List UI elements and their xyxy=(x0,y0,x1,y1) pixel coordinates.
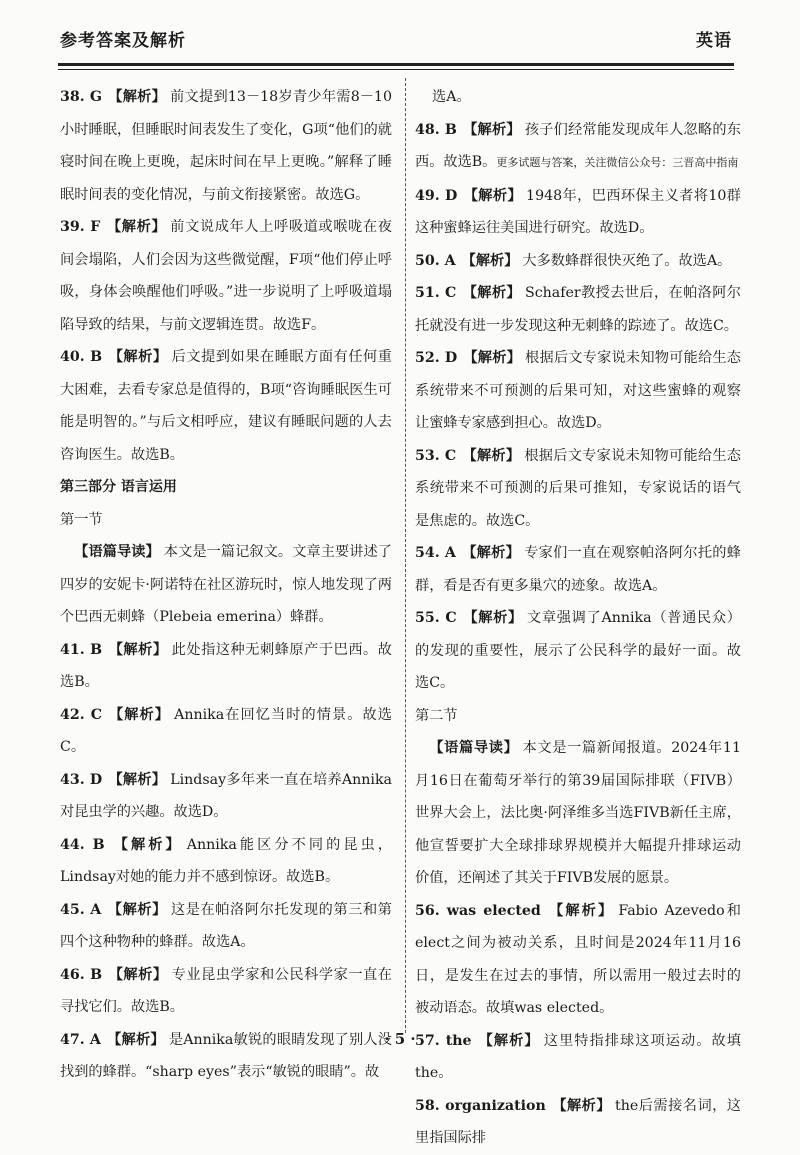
answer-entry-44 xyxy=(60,829,392,894)
header-subject: 英语 xyxy=(696,31,732,51)
answer-entry-51 xyxy=(415,277,741,342)
answer-number: 56. was elected xyxy=(415,902,541,919)
section-title: 第三部分 语言运用 xyxy=(60,479,177,495)
answer-number: 44. B xyxy=(60,836,105,853)
answer-number: 46. B xyxy=(60,966,103,983)
analysis-text: 这是在帕洛阿尔托发现的第三和第四个这种物种的蜂群。故选A。 xyxy=(60,901,392,950)
answer-entry-45 xyxy=(60,894,392,959)
analysis-text: 是Annika敏锐的眼睛发现了别人没找到的蜂群。“sharp eyes”表示“敏锐的眼睛”。故 xyxy=(60,1031,392,1080)
answer-entry-56 xyxy=(415,895,741,1025)
analysis-tag: 【解析】 xyxy=(462,121,521,138)
analysis-text: Annika能区分不同的昆虫，Lindsay对她的能力并不感到惊讶。故选B。 xyxy=(60,836,392,885)
analysis-tag: 【解析】 xyxy=(546,902,615,919)
guide-tag: 【语篇导读】 xyxy=(429,740,519,756)
promo-note: 更多试题与答案，关注微信公众号：三晋高中指南 xyxy=(496,156,739,169)
analysis-tag: 【解析】 xyxy=(108,349,168,365)
header-title: 参考答案及解析 xyxy=(60,31,186,51)
answer-number: 58. organization xyxy=(415,1097,546,1114)
answer-number: 42. C xyxy=(60,706,102,723)
analysis-text: 1948年，巴西环保主义者将10群这种蜜蜂运往美国进行研究。故选D。 xyxy=(415,187,741,236)
analysis-text: 前文提到13－18岁青少年需8－10小时睡眠，但睡眠时间表发生了变化，G项“他们的就寝时间在晚上更晚，起床时间在早上更晚。”解释了睡眠时间表的变化情况，与前文衔接紧密。故选G。 xyxy=(60,89,392,203)
answer-entry-55 xyxy=(415,602,741,700)
analysis-tag: 【解析】 xyxy=(108,641,168,658)
answer-entry xyxy=(415,114,741,180)
answer-entry-42 xyxy=(60,699,392,764)
answer-number: 49. D xyxy=(415,187,458,204)
analysis-tag: 【解析】 xyxy=(108,771,167,788)
reading-guide xyxy=(415,732,741,895)
answer-number: 54. A xyxy=(415,545,456,561)
answer-number: 47. A xyxy=(60,1031,101,1048)
answer-number: 43. D xyxy=(60,771,103,788)
answer-entry-49 xyxy=(415,180,741,245)
answer-entry-58 xyxy=(415,1090,741,1155)
analysis-tag: 【解析】 xyxy=(461,252,519,269)
analysis-text: 根据后文专家说未知物可能给生态系统带来不可预测的后果可推知，专家说话的语气是焦虑的。故选C。 xyxy=(415,447,741,529)
analysis-text: the后需接名词，这里指国际排 xyxy=(415,1097,741,1146)
analysis-text: 前文说成年人上呼吸道或喉咙在夜间会塌陷，人们会因为这些微觉醒，F项“他们停止呼吸，身体会唤醒他们呼吸。”进一步说明了上呼吸道塌陷导致的结果，与前文逻辑连贯。故选F。 xyxy=(60,219,392,333)
analysis-tag: 【解析】 xyxy=(106,1031,165,1048)
answer-entry-54 xyxy=(415,537,741,602)
answer-number: 38. G xyxy=(60,89,103,105)
analysis-tag: 【解析】 xyxy=(106,219,167,235)
answer-number: 52. D xyxy=(415,350,458,366)
analysis-tag: 【解析】 xyxy=(461,545,521,561)
analysis-tag: 【解析】 xyxy=(463,350,522,366)
analysis-tag: 【解析】 xyxy=(108,89,167,105)
analysis-text: 根据后文专家说未知物可能给生态系统带来不可预测的后果可知，对这些蜜蜂的观察让蜜蜂专家感到担心。故选D。 xyxy=(415,350,741,431)
answer-number: 48. B xyxy=(415,121,457,138)
answer-number: 50. A xyxy=(415,252,456,269)
analysis-text: 文章强调了Annika（普通民众）的发现的重要性，展示了公民科学的最好一面。故选C。 xyxy=(415,610,741,691)
answer-entry-53 xyxy=(415,440,741,538)
left-column xyxy=(60,81,392,1089)
analysis-text: Lindsay多年来一直在培养Annika对昆虫学的兴趣。故选D。 xyxy=(60,771,392,820)
subsection-title: 第一节 xyxy=(60,511,103,528)
analysis-tag: 【解析】 xyxy=(107,706,171,723)
answer-number: 40. B xyxy=(60,349,103,365)
answer-entry-41 xyxy=(60,634,392,699)
analysis-tag: 【解析】 xyxy=(108,966,168,983)
analysis-tag: 【解析】 xyxy=(462,285,521,301)
header-rule-thick xyxy=(58,63,734,66)
analysis-text: Annika在回忆当时的情景。故选C。 xyxy=(60,706,392,755)
answer-entry-46 xyxy=(60,959,392,1024)
answer-number: 55. C xyxy=(415,610,457,626)
header-rule-thin xyxy=(58,69,734,70)
answer-number: 51. C xyxy=(415,285,457,301)
analysis-text: 这里特指排球这项运动。故填the。 xyxy=(415,1032,741,1081)
analysis-text: 孩子们经常能发现成年人忽略的东西。故选B。 xyxy=(415,121,741,170)
answer-entry-43 xyxy=(60,764,392,829)
answer-entry-38 xyxy=(60,81,392,211)
subsection-title: 第二节 xyxy=(415,707,458,724)
analysis-tag: 【解析】 xyxy=(463,187,523,204)
guide-tag: 【语篇导读】 xyxy=(74,544,160,560)
page-header xyxy=(58,14,734,56)
answer-number: 45. A xyxy=(60,901,102,918)
answer-entry-50 xyxy=(415,245,741,278)
answer-number: 39. F xyxy=(60,219,101,235)
analysis-text: 专业昆虫学家和公民科学家一直在寻找它们。故选B。 xyxy=(60,966,392,1015)
analysis-tag: 【解析】 xyxy=(107,901,167,918)
guide-text: 本文是一篇新闻报道。2024年11月16日在葡萄牙举行的第39届国际排联（FIVB）世界大会上，法比奥·阿泽维多当选FIVB新任主席，他宣誓要扩大全球排球界规模并大幅提升排球运动价值，还阐述了其关于FIVB发展的愿景。 xyxy=(415,740,741,886)
answer-entry-40 xyxy=(60,341,392,471)
column-divider xyxy=(405,78,406,1033)
carryover-text: 选A。 xyxy=(432,89,471,105)
analysis-text: 此处指这种无刺蜂原产于巴西。故选B。 xyxy=(60,641,392,690)
reading-guide xyxy=(60,536,392,634)
guide-text: 本文是一篇记叙文。文章主要讲述了四岁的安妮卡·阿诺特在社区游玩时，惊人地发现了两个巴西无刺蜂（Plebeia emerina）蜂群。 xyxy=(60,544,392,625)
answer-number: 41. B xyxy=(60,641,103,658)
analysis-text: 大多数蜂群很快灭绝了。故选A。 xyxy=(522,252,732,269)
answer-entry-52 xyxy=(415,342,741,440)
analysis-tag: 【解析】 xyxy=(551,1097,612,1114)
analysis-text: 专家们一直在观察帕洛阿尔托的蜂群，看是否有更多巢穴的迹象。故选A。 xyxy=(415,545,741,594)
answer-number: 53. C xyxy=(415,447,457,464)
analysis-tag: 【解析】 xyxy=(462,610,523,626)
analysis-tag: 【解析】 xyxy=(110,836,183,853)
analysis-text: Schafer教授去世后，在帕洛阿尔托就没有进一步发现这种无刺蜂的踪迹了。故选C。 xyxy=(415,285,741,334)
analysis-text: Fabio Azevedo和elect之间为被动关系，且时间是2024年11月16日，是发生在过去的事情，所以需用一般过去时的被动语态。故填was elected。 xyxy=(415,902,741,1016)
page-number: · 5 · xyxy=(384,1030,416,1048)
analysis-tag: 【解析】 xyxy=(477,1032,540,1049)
answer-entry-39 xyxy=(60,211,392,341)
right-column xyxy=(415,81,741,1155)
analysis-tag: 【解析】 xyxy=(462,447,521,464)
analysis-text: 后文提到如果在睡眠方面有任何重大困难，去看专家总是值得的，B项“咨询睡眠医生可能是明智的。”与后文相呼应，建议有睡眠问题的人去咨询医生。故选B。 xyxy=(60,349,392,463)
answer-number: 57. the xyxy=(415,1032,472,1049)
